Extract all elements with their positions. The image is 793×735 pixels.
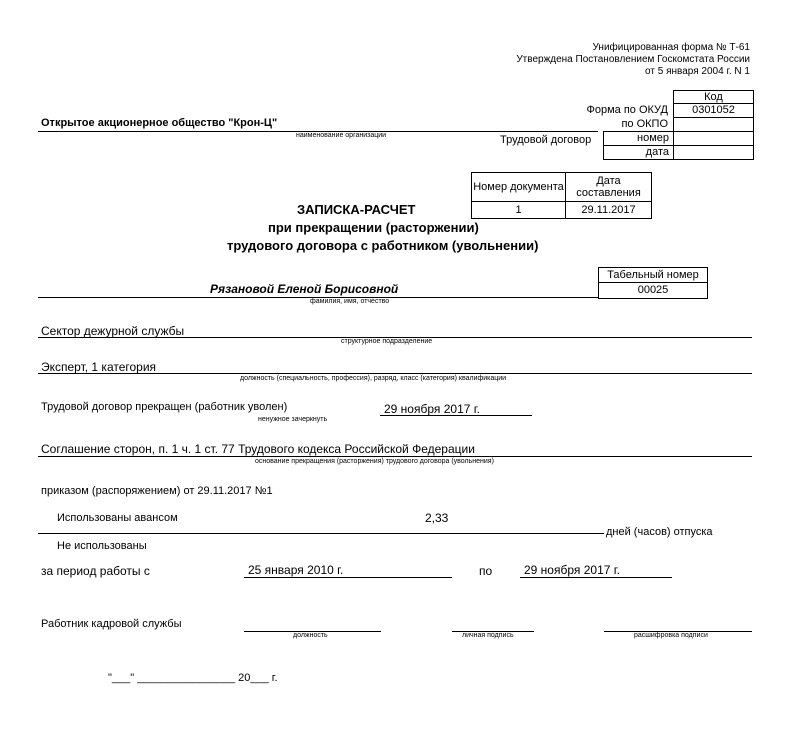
- signature-date-line: "___" ________________ 20___ г.: [108, 672, 278, 684]
- tab-number-value: 00025: [598, 282, 708, 299]
- employee-name-caption: фамилия, имя, отчество: [310, 298, 390, 305]
- employee-name: Рязановой Еленой Борисовной: [210, 282, 399, 296]
- period-label: за период работы с: [41, 564, 150, 578]
- termination-caption: ненужное зачеркнуть: [258, 416, 328, 423]
- contract-label: Трудовой договор: [500, 134, 592, 146]
- termination-basis-line: [38, 456, 752, 457]
- date-label: дата: [603, 145, 674, 160]
- position: Эксперт, 1 категория: [41, 360, 157, 374]
- code-header: Код: [673, 90, 754, 104]
- contract-number-value: [673, 131, 754, 146]
- doc-title: ЗАПИСКА-РАСЧЕТ: [297, 202, 416, 217]
- hr-worker-label: Работник кадровой службы: [41, 618, 182, 630]
- okpo-value: [673, 117, 754, 132]
- hr-decode-caption: расшифровка подписи: [634, 632, 708, 639]
- approval-date-line: от 5 января 2004 г. N 1: [645, 66, 750, 77]
- hr-position-caption: должность: [293, 632, 328, 639]
- period-to: 29 ноября 2017 г.: [524, 563, 620, 577]
- department: Сектор дежурной службы: [41, 324, 185, 338]
- doc-number-value: 1: [471, 201, 566, 219]
- vacation-days-label: дней (часов) отпуска: [606, 526, 713, 538]
- vacation-days-line: [38, 533, 604, 534]
- doc-subtitle-1: при прекращении (расторжении): [268, 220, 479, 235]
- organization-caption: наименование организации: [296, 132, 387, 139]
- position-line: [38, 373, 752, 374]
- used-in-advance-value: 2,33: [425, 511, 449, 525]
- order-reference: приказом (распоряжением) от 29.11.2017 №1: [41, 485, 273, 497]
- doc-date-value: 29.11.2017: [565, 201, 652, 219]
- termination-basis: Соглашение сторон, п. 1 ч. 1 ст. 77 Трудового кодекса Российской Федерации: [41, 442, 475, 456]
- doc-subtitle-2: трудового договора с работником (увольнении): [227, 238, 539, 253]
- organization-name: Открытое акционерное общество "Крон-Ц": [41, 117, 278, 129]
- approval-line: Утверждена Постановлением Госкомстата России: [516, 54, 750, 65]
- termination-label: Трудовой договор прекращен (работник уволен): [41, 401, 288, 413]
- okpo-label: по ОКПО: [621, 118, 668, 130]
- hr-signature-caption: личная подпись: [462, 632, 514, 639]
- okud-value: 0301052: [673, 103, 754, 118]
- period-to-line: [520, 577, 672, 578]
- contract-date-value: [673, 145, 754, 160]
- termination-basis-caption: основание прекращения (расторжения) трудового договора (увольнения): [255, 458, 494, 465]
- used-in-advance-label: Использованы авансом: [57, 512, 178, 524]
- doc-number-header: Номер документа: [471, 172, 566, 202]
- termination-date-line: [380, 415, 532, 416]
- okud-label: Форма по ОКУД: [586, 104, 668, 116]
- unused-label: Не использованы: [57, 540, 147, 552]
- period-from: 25 января 2010 г.: [248, 563, 344, 577]
- period-from-line: [244, 577, 452, 578]
- doc-date-header: Дата составления: [565, 172, 652, 202]
- number-label: номер: [603, 131, 674, 146]
- period-to-label: по: [479, 564, 493, 578]
- form-code-line: Унифицированная форма № Т-61: [592, 42, 750, 53]
- department-caption: структурное подразделение: [341, 338, 433, 345]
- tab-number-header: Табельный номер: [598, 267, 708, 283]
- position-caption: должность (специальность, профессия), разряд, класс (категория) квалификации: [240, 375, 507, 382]
- termination-date: 29 ноября 2017 г.: [384, 402, 480, 416]
